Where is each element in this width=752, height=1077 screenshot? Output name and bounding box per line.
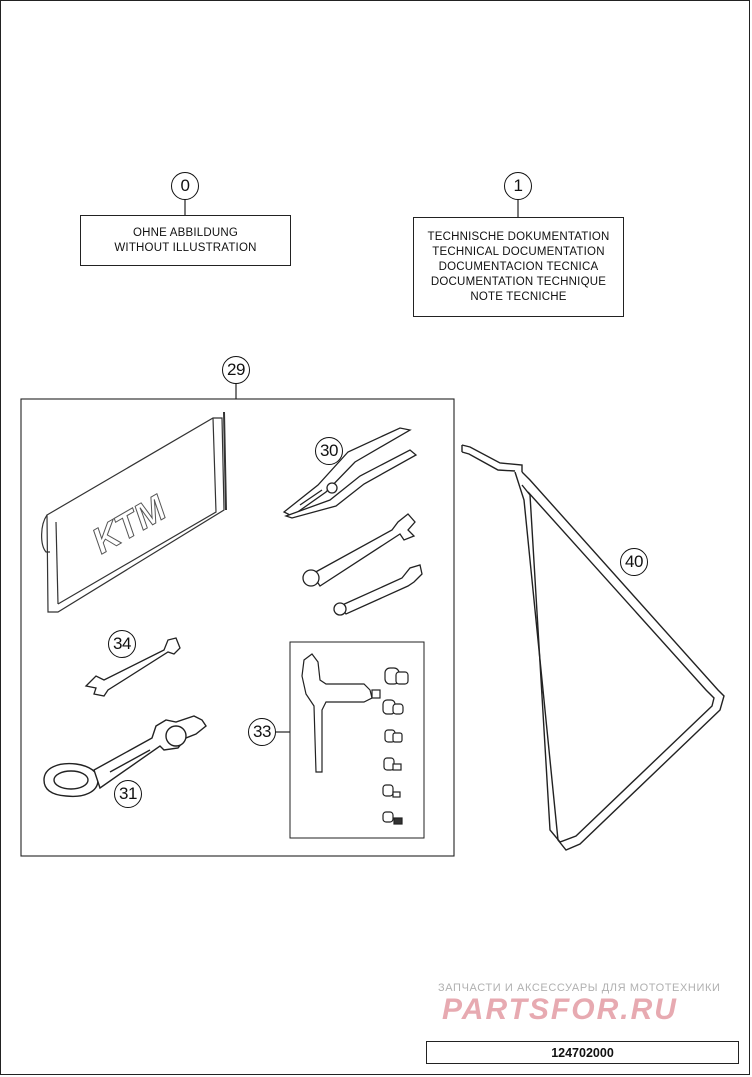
callout-40: 40 [620, 548, 648, 576]
callout-30: 30 [315, 437, 343, 465]
note-line-en: WITHOUT ILLUSTRATION [114, 241, 257, 254]
hex-key-set-drawing [302, 654, 408, 824]
pouch-logo: KTM [84, 486, 173, 562]
without-illustration-note [80, 215, 291, 266]
technical-documentation-note [413, 217, 624, 317]
callout-29: 29 [222, 356, 250, 384]
callout-1: 1 [504, 172, 532, 200]
doc-line-fr: DOCUMENTATION TECHNIQUE [430, 275, 607, 288]
reference-number: 124702000 [551, 1045, 614, 1060]
callout-33: 33 [248, 718, 276, 746]
doc-line-es: DOCUMENTACION TECNICA [438, 260, 599, 273]
doc-line-it: NOTE TECNICHE [470, 290, 567, 303]
watermark-brand: PARTSFOR.RU [442, 993, 678, 1026]
watermark-tagline: ЗАПЧАСТИ И АКСЕССУАРЫ ДЛЯ МОТОТЕХНИКИ [438, 982, 721, 994]
doc-line-de: TECHNISCHE DOKUMENTATION [427, 230, 610, 243]
open-end-wrenches-drawing [303, 514, 422, 615]
pliers-drawing [284, 428, 416, 518]
reference-number-box [426, 1041, 739, 1064]
callout-31: 31 [114, 780, 142, 808]
note-line-de: OHNE ABBILDUNG [132, 226, 239, 239]
callout-34: 34 [108, 630, 136, 658]
doc-line-en: TECHNICAL DOCUMENTATION [432, 245, 605, 258]
callout-0: 0 [171, 172, 199, 200]
side-stand-drawing [462, 445, 724, 850]
